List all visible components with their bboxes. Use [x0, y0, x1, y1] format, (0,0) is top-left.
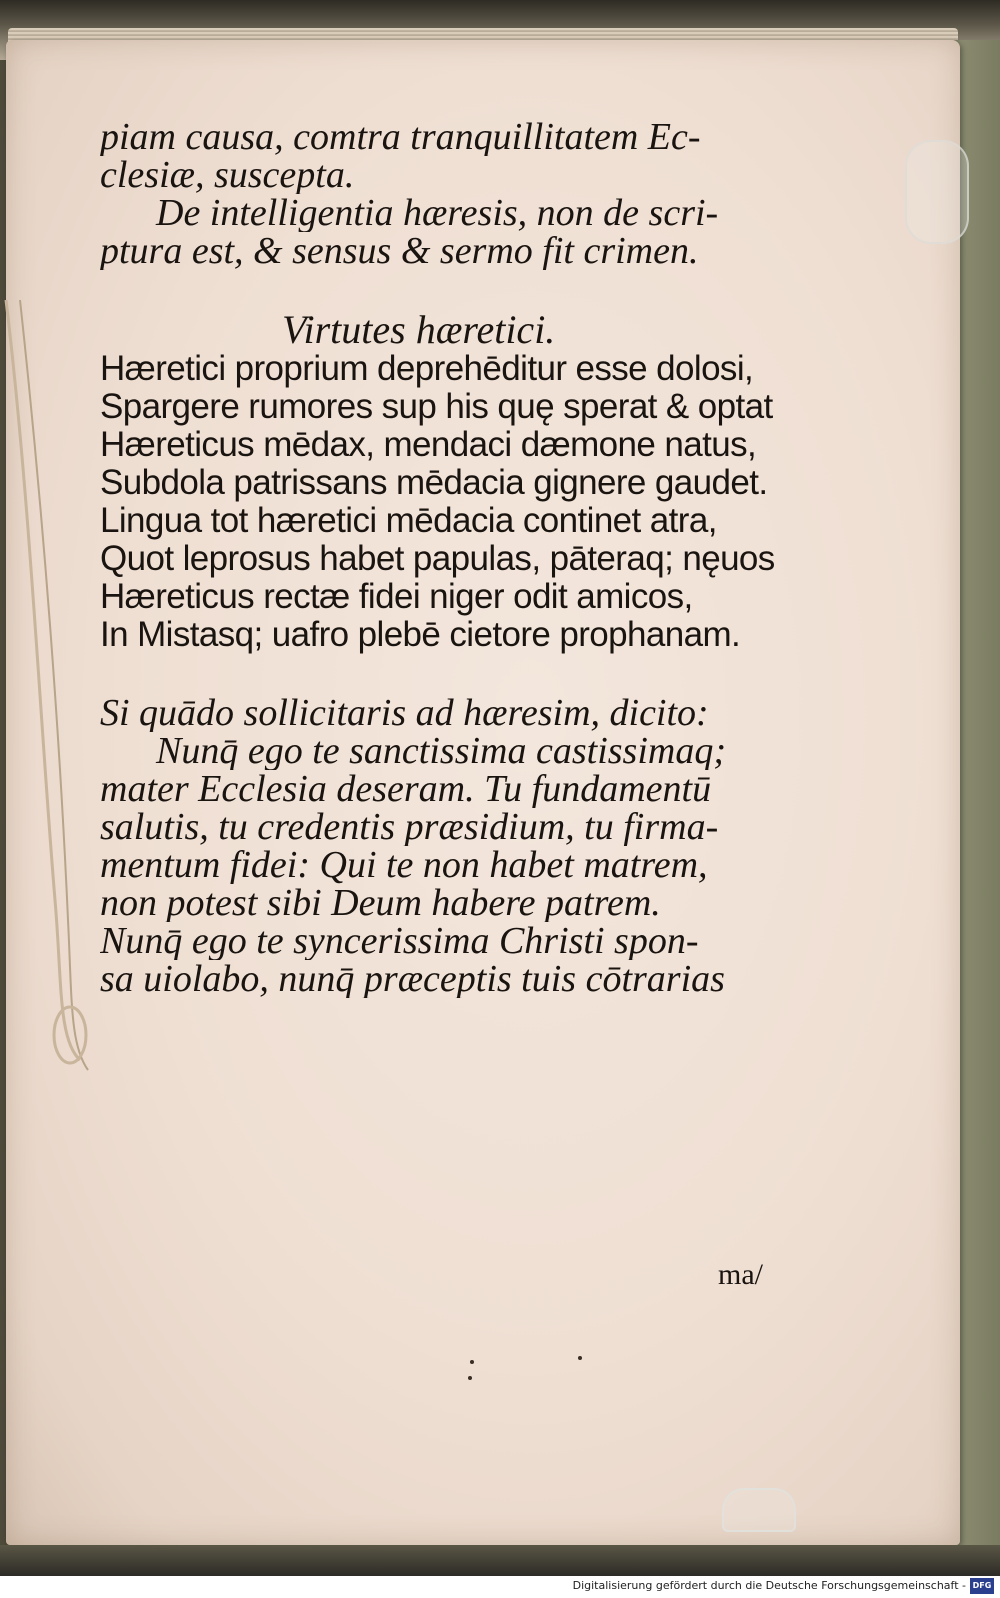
- ink-speck: [470, 1360, 474, 1364]
- text-line: mater Ecclesia deseram. Tu fundamentū: [100, 770, 712, 808]
- verse-line: In Mistasq; uafro plebē cietore prophanam.: [100, 616, 741, 654]
- verse-line: Hæreticus mēdax, mendaci dæmone natus,: [100, 426, 757, 464]
- verse-line: Spargere rumores sup his quę sperat & optat: [100, 388, 773, 426]
- page-text: [100, 118, 816, 998]
- page-clip-icon: [905, 140, 969, 244]
- text-line: sa uiolabo, nunq̄ præceptis tuis cōtrarias: [100, 960, 725, 998]
- dfg-logo-icon: DFG: [970, 1578, 994, 1594]
- page-clip-bottom-icon: [722, 1488, 796, 1532]
- verse-line: Quot leprosus habet papulas, pāteraq; nęuos: [100, 540, 775, 578]
- text-line: Si quādo sollicitaris ad hæresim, dicito:: [100, 694, 709, 732]
- funding-note: Digitalisierung gefördert durch die Deutsche Forschungsgemeinschaft -: [572, 1579, 966, 1592]
- text-line: Nunq̄ ego te syncerissima Christi spon-: [100, 922, 699, 960]
- text-line: clesiæ, suscepta.: [100, 156, 355, 194]
- text-line: non potest sibi Deum habere patrem.: [100, 884, 661, 922]
- verse-line: Hæreticus rectæ fidei niger odit amicos,: [100, 578, 693, 616]
- verse-line: Hæretici proprium deprehēditur esse dolosi,: [100, 350, 754, 388]
- ink-speck: [468, 1376, 472, 1380]
- text-line: salutis, tu credentis præsidium, tu firma-: [100, 808, 719, 846]
- text-line: piam causa, comtra tranquillitatem Ec-: [100, 118, 701, 156]
- verse-line: Lingua tot hæretici mēdacia continet atra,: [100, 502, 717, 540]
- catchword: ma/: [718, 1258, 763, 1291]
- text-line: mentum fidei: Qui te non habet matrem,: [100, 846, 708, 884]
- text-line: ptura est, & sensus & sermo fit crimen.: [100, 232, 699, 270]
- ink-speck: [578, 1356, 582, 1360]
- text-line: Nunq̄ ego te sanctissima castissimaq;: [156, 732, 726, 770]
- text-line: De intelligentia hæresis, non de scri-: [156, 194, 719, 232]
- section-heading: Virtutes hæretici.: [282, 310, 556, 350]
- verse-line: Subdola patrissans mēdacia gignere gaudet.: [100, 464, 768, 502]
